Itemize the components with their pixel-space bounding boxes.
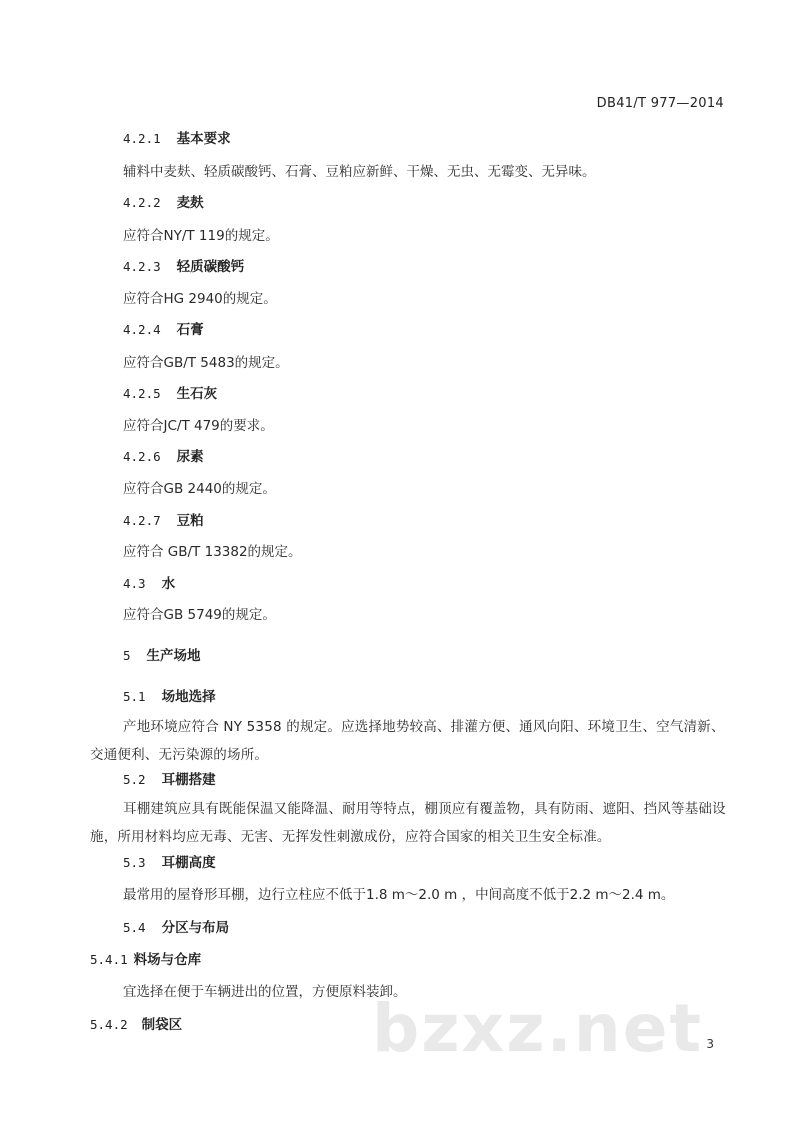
section-text-5-4-1: 宜选择在便于车辆进出的位置，方便原料装卸。 bbox=[123, 984, 407, 1000]
section-text-4-2-7: 应符合 GB/T 13382的规定。 bbox=[123, 544, 302, 560]
section-number: 4.2.5 bbox=[123, 386, 161, 401]
chapter-number: 5 bbox=[123, 648, 131, 663]
section-heading-5-2 bbox=[123, 771, 216, 789]
section-number: 4.2.1 bbox=[123, 131, 161, 146]
watermark: bzxz.net bbox=[372, 990, 704, 1067]
section-text-4-2-5: 应符合JC/T 479的要求。 bbox=[123, 418, 274, 434]
section-text-4-3: 应符合GB 5749的规定。 bbox=[123, 607, 276, 623]
section-title: 场地选择 bbox=[161, 689, 216, 705]
section-text-4-2-6: 应符合GB 2440的规定。 bbox=[123, 481, 276, 497]
section-title: 水 bbox=[161, 576, 176, 592]
page-number: 3 bbox=[706, 1037, 714, 1051]
section-text-4-2-3: 应符合HG 2940的规定。 bbox=[123, 291, 277, 307]
section-text-4-2-2: 应符合NY/T 119的规定。 bbox=[123, 228, 279, 244]
section-text-4-2-1: 辅料中麦麸、轻质碳酸钙、石膏、豆粕应新鲜、干燥、无虫、无霉变、无异味。 bbox=[123, 164, 596, 180]
section-title: 基本要求 bbox=[176, 131, 231, 147]
section-heading-4-2-1 bbox=[123, 130, 231, 148]
section-text-5-1: 产地环境应符合 NY 5358 的规定。应选择地势较高、排灌方便、通风向阳、环境卫生、空气清新、交通便利、无污染源的场所。 bbox=[90, 719, 725, 763]
section-title: 豆粕 bbox=[176, 513, 204, 529]
section-number: 5.2 bbox=[123, 772, 146, 787]
section-title: 分区与布局 bbox=[161, 920, 230, 936]
section-title: 尿素 bbox=[176, 449, 204, 465]
section-heading-4-2-4 bbox=[123, 321, 204, 339]
section-number: 5.4.2 bbox=[90, 1017, 128, 1032]
chapter-heading-5 bbox=[123, 647, 201, 665]
section-text-5-3: 最常用的屋脊形耳棚，边行立柱应不低于1.8 m～2.0 m ，中间高度不低于2.2 m～2.4 m。 bbox=[123, 887, 675, 903]
section-number: 5.1 bbox=[123, 689, 146, 704]
section-heading-4-3 bbox=[123, 575, 175, 593]
section-heading-5-3 bbox=[123, 854, 216, 872]
section-title: 耳棚搭建 bbox=[161, 772, 216, 788]
section-number: 4.3 bbox=[123, 576, 146, 591]
section-number: 4.2.2 bbox=[123, 195, 161, 210]
section-number: 4.2.7 bbox=[123, 513, 161, 528]
section-title: 料场与仓库 bbox=[133, 952, 202, 968]
section-title: 轻质碳酸钙 bbox=[176, 259, 245, 275]
section-heading-5-1 bbox=[123, 688, 216, 706]
section-number: 5.4 bbox=[123, 920, 146, 935]
section-title: 石膏 bbox=[176, 322, 204, 338]
section-heading-4-2-7 bbox=[123, 512, 204, 530]
section-text-5-2: 耳棚建筑应具有既能保温又能降温、耐用等特点，棚顶应有覆盖物，具有防雨、遮阳、挡风等基础设施，所用材料均应无毒、无害、无挥发性刺激成份，应符合国家的相关卫生安全标准。 bbox=[90, 801, 726, 845]
section-number: 5.4.1 bbox=[90, 952, 128, 967]
standard-code: DB41/T 977—2014 bbox=[596, 96, 724, 111]
section-number: 4.2.3 bbox=[123, 259, 161, 274]
section-heading-5-4 bbox=[123, 919, 229, 937]
section-number: 4.2.4 bbox=[123, 322, 161, 337]
section-number: 4.2.6 bbox=[123, 449, 161, 464]
chapter-title: 生产场地 bbox=[146, 648, 201, 664]
section-text-4-2-4: 应符合GB/T 5483的规定。 bbox=[123, 355, 289, 371]
section-title: 制袋区 bbox=[141, 1017, 183, 1033]
section-heading-5-4-2 bbox=[90, 1016, 182, 1034]
section-heading-5-4-1 bbox=[90, 951, 201, 969]
section-title: 麦麸 bbox=[176, 195, 204, 211]
section-heading-4-2-6 bbox=[123, 448, 204, 466]
section-number: 5.3 bbox=[123, 855, 146, 870]
section-heading-4-2-5 bbox=[123, 385, 217, 403]
section-title: 生石灰 bbox=[176, 386, 218, 402]
section-heading-4-2-3 bbox=[123, 258, 244, 276]
section-heading-4-2-2 bbox=[123, 194, 204, 212]
section-title: 耳棚高度 bbox=[161, 855, 216, 871]
